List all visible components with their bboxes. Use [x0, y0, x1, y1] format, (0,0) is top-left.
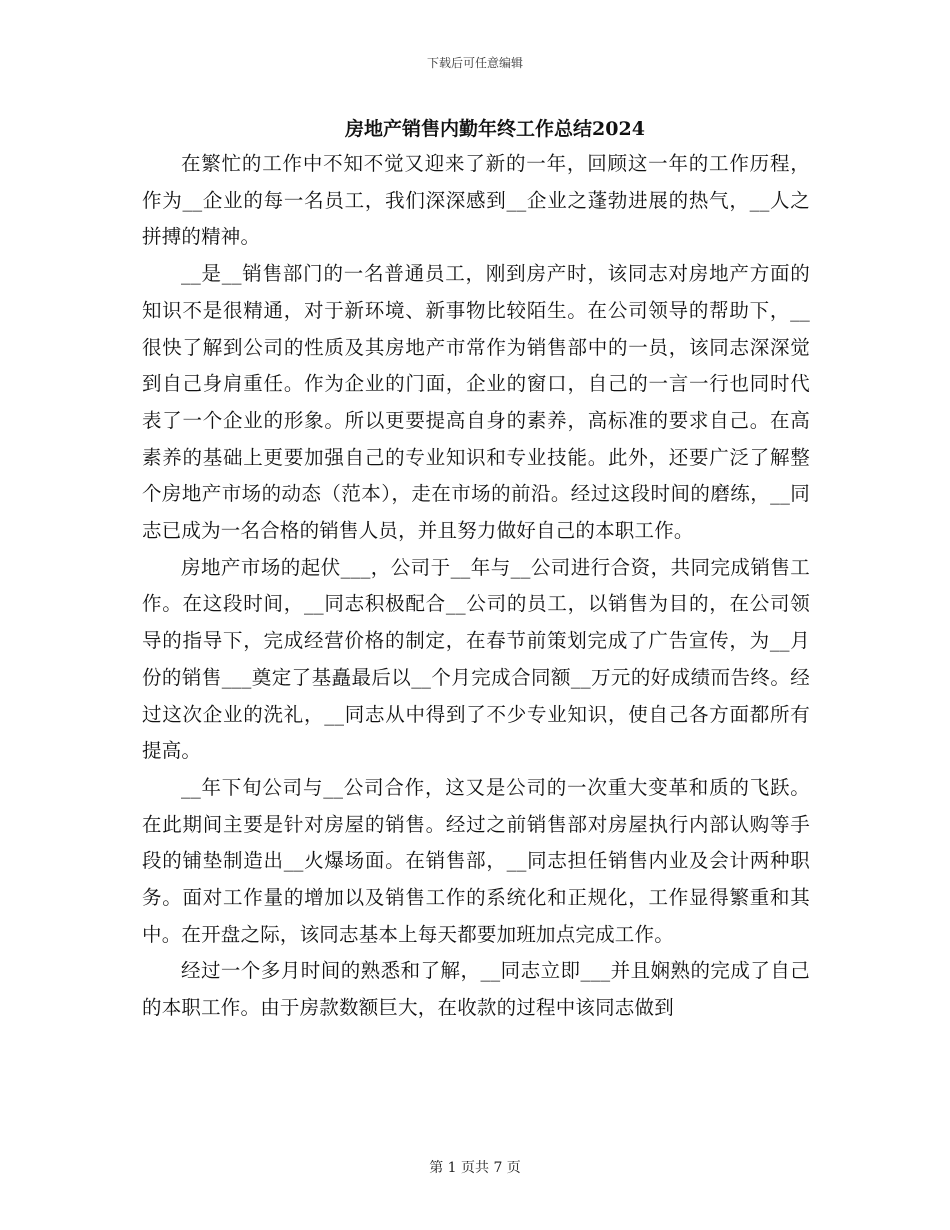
paragraph-4: __年下旬公司与__公司合作，这又是公司的一次重大变革和质的飞跃。在此期间主要是针对房屋的销售。经过之前销售部对房屋执行内部认购等手段的铺垫制造出__火爆场面。在销售部，__同志担任销售内业及会计两种职务。面对工作量的增加以及销售工作的系统化和正规化，工作显得繁重和其中。在开盘之际，该同志基本上每天都要加班加点完成工作。: [142, 775, 810, 946]
document-title: 房地产销售内勤年终工作总结2024: [345, 118, 645, 140]
paragraph-1: 在繁忙的工作中不知不觉又迎来了新的一年，回顾这一年的工作历程，作为__企业的每一名员工，我们深深感到__企业之蓬勃进展的热气，__人之拼搏的精神。: [142, 152, 810, 249]
page-number: 第 1 页共 7 页: [429, 1160, 521, 1176]
paragraph-3: 房地产市场的起伏___，公司于__年与__公司进行合资，共同完成销售工作。在这段时间，__同志积极配合__公司的员工，以销售为目的，在公司领导的指导下，完成经营价格的制定，在春节前策划完成了广告宣传，为__月份的销售___奠定了基矗最后以__个月完成合同额__万元的好成绩而告终。经过这次企业的洗礼，__同志从中得到了不少专业知识，使自己各方面都所有提高。: [142, 555, 810, 763]
document-body: [142, 146, 810, 1027]
paragraph-2: __是__销售部门的一名普通员工，刚到房产时，该同志对房地产方面的知识不是很精通，对于新环境、新事物比较陌生。在公司领导的帮助下，__很快了解到公司的性质及其房地产市常作为销售部中的一员，该同志深深觉到自己身肩重任。作为企业的门面，企业的窗口，自己的一言一行也同时代表了一个企业的形象。所以更要提高自身的素养，高标准的要求自己。在高素养的基础上更要加强自己的专业知识和专业技能。此外，还要广泛了解整个房地产市场的动态（范本），走在市场的前沿。经过这段时间的磨练，__同志已成为一名合格的销售人员，并且努力做好自己的本职工作。: [142, 262, 810, 543]
header-note: 下载后可任意编辑: [426, 56, 523, 70]
paragraph-5: 经过一个多月时间的熟悉和了解，__同志立即___并且娴熟的完成了自己的本职工作。由于房款数额巨大，在收款的过程中该同志做到: [142, 959, 810, 1020]
